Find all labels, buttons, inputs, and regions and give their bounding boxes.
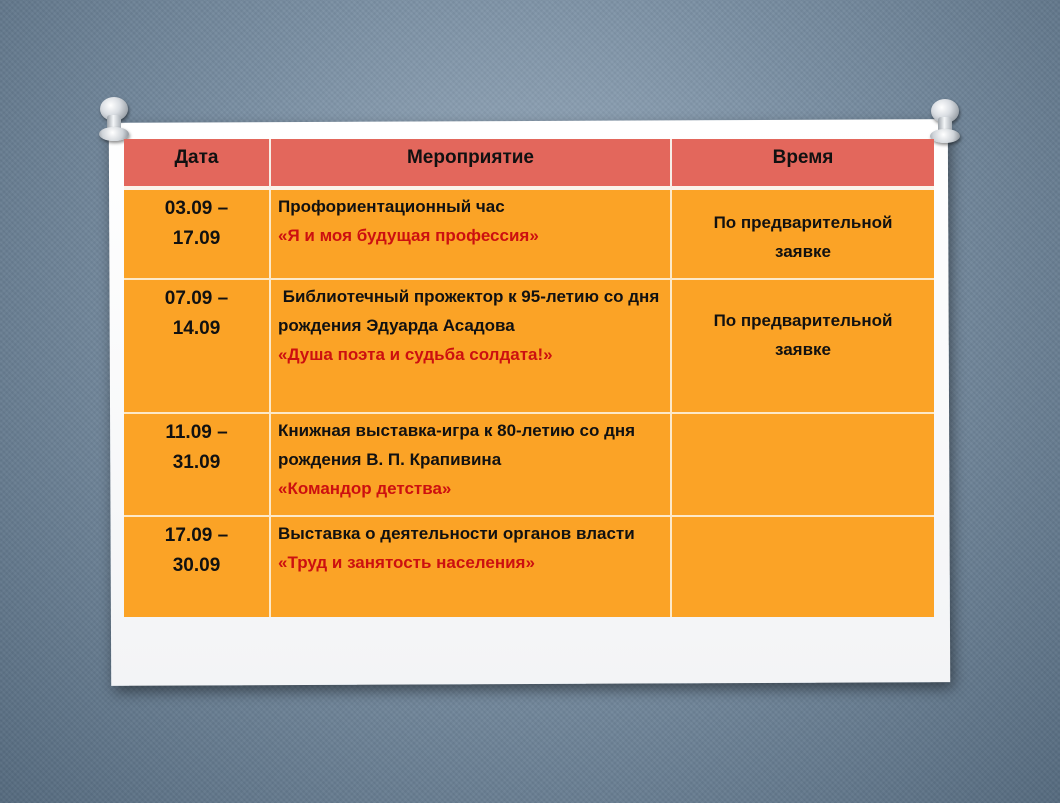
time-text-line2: заявке xyxy=(774,340,831,359)
event-title: Книжная выставка-игра к 80-летию со дня рождения В. П. Крапивина xyxy=(278,421,636,469)
time-text-line2: заявке xyxy=(774,242,831,261)
event-cell xyxy=(271,414,672,517)
date-cell xyxy=(124,280,271,414)
events-schedule-table xyxy=(124,139,934,617)
date-cell xyxy=(124,190,271,280)
header-event: Мероприятие xyxy=(271,139,672,190)
date-end: 14.09 xyxy=(172,318,221,339)
event-title: Профориентационный час xyxy=(278,197,505,216)
table-row xyxy=(124,517,934,617)
table-row xyxy=(124,190,934,280)
date-end: 30.09 xyxy=(172,555,221,576)
time-cell-empty xyxy=(672,517,934,617)
time-cell xyxy=(672,280,934,414)
date-start: 17.09 – xyxy=(164,525,229,546)
event-cell xyxy=(271,280,672,414)
time-text-line1: По предварительной xyxy=(713,213,893,232)
time-cell xyxy=(672,190,934,280)
table-row xyxy=(124,414,934,517)
header-date: Дата xyxy=(124,139,271,190)
time-text-line1: По предварительной xyxy=(713,311,893,330)
time-cell-empty xyxy=(672,414,934,517)
event-cell xyxy=(271,190,672,280)
date-end: 31.09 xyxy=(172,452,221,473)
date-start: 07.09 – xyxy=(164,288,229,309)
date-cell xyxy=(124,414,271,517)
date-end: 17.09 xyxy=(172,228,221,249)
date-cell xyxy=(124,517,271,617)
date-start: 11.09 – xyxy=(165,422,228,443)
table-row xyxy=(124,280,934,414)
event-title: Библиотечный прожектор к 95-летию со дня рождения Эдуарда Асадова xyxy=(278,287,664,335)
event-cell xyxy=(271,517,672,617)
pushpin-icon xyxy=(98,97,130,145)
event-name: «Душа поэта и судьба солдата!» xyxy=(278,345,553,364)
event-title: Выставка о деятельности органов власти xyxy=(278,524,635,543)
header-time: Время xyxy=(672,139,934,190)
table-header-row xyxy=(124,139,934,190)
event-name: «Командор детства» xyxy=(278,479,452,498)
event-name: «Я и моя будущая профессия» xyxy=(278,226,539,245)
date-start: 03.09 – xyxy=(164,198,229,219)
event-name: «Труд и занятость населения» xyxy=(278,553,535,572)
